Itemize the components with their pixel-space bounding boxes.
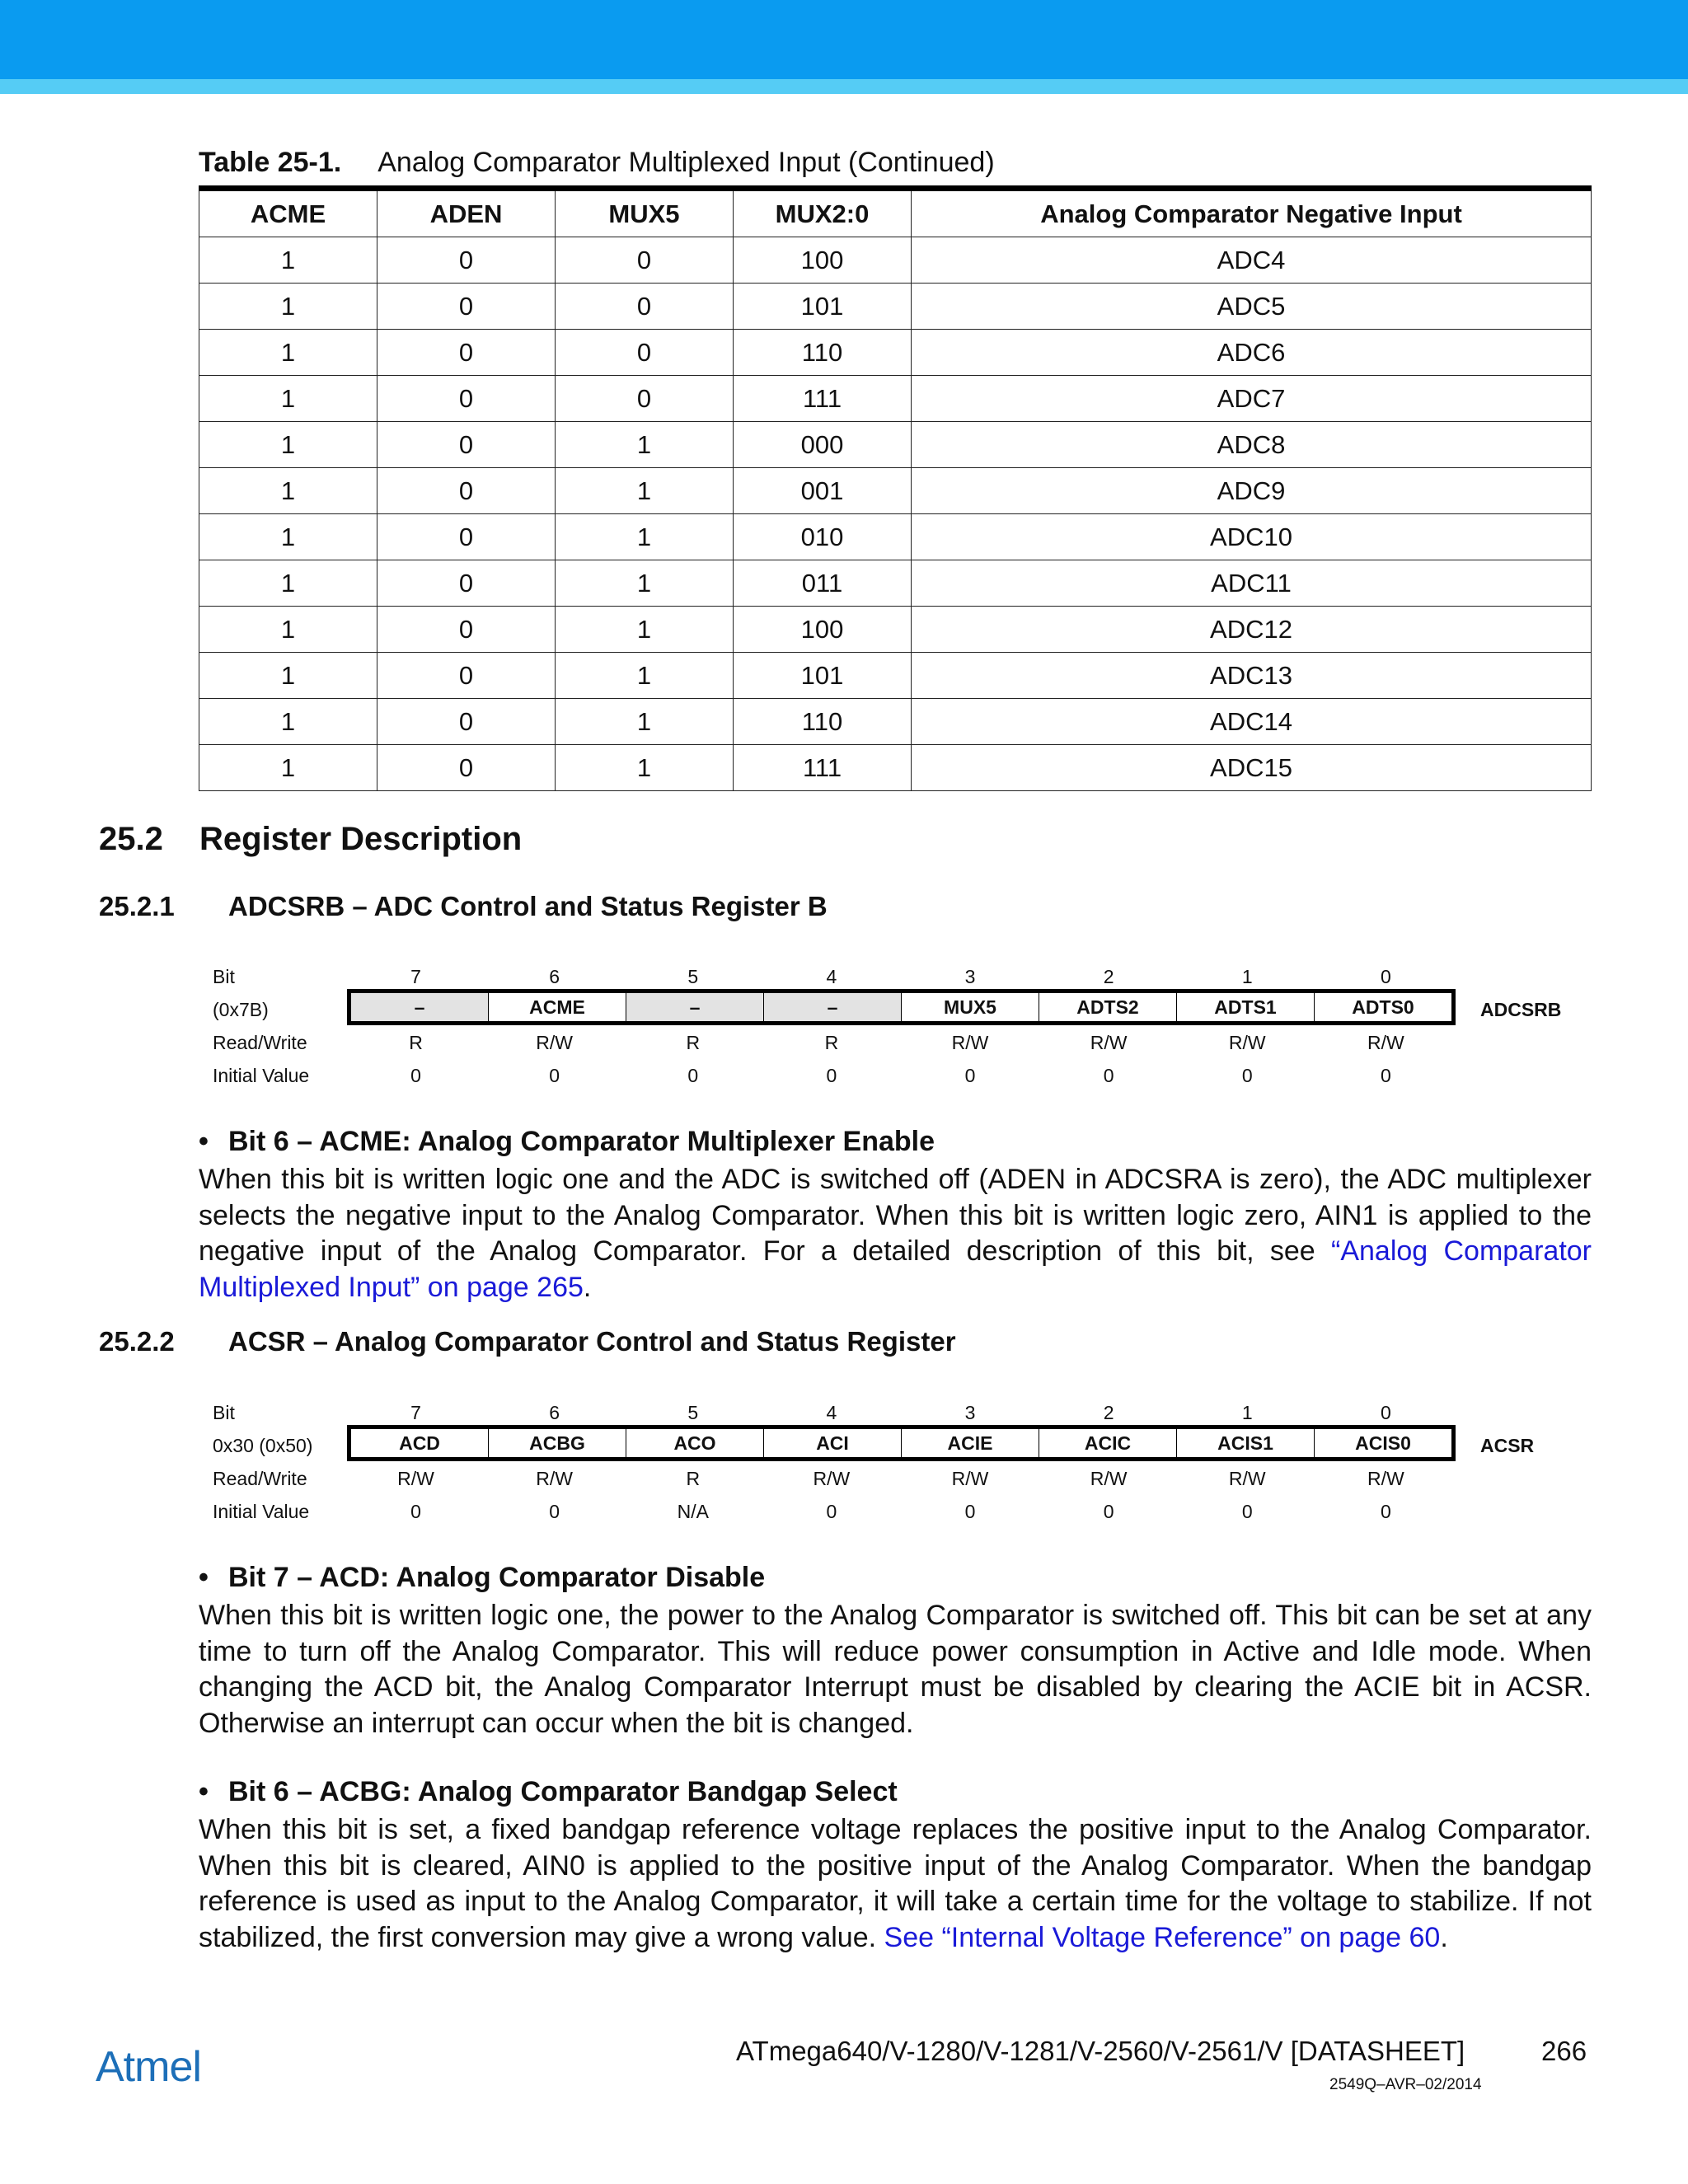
bit-number-row-value: 1	[1241, 1402, 1253, 1423]
table-cell: 1	[556, 745, 734, 791]
table-cell: 0	[377, 514, 556, 560]
read-write-row-value: R/W	[1090, 1468, 1128, 1489]
read-write-row-value: R	[409, 1032, 423, 1053]
table-cell: 0	[377, 745, 556, 791]
bit-number-row-value: 3	[964, 966, 976, 987]
acbg-bit-heading	[199, 1776, 898, 1808]
register-bit-field: ACIS0	[1355, 1432, 1411, 1454]
acbg-bit-description	[199, 1812, 1592, 1956]
table-cell: 0	[377, 468, 556, 514]
read-write-row-value: R	[686, 1032, 701, 1053]
read-write-row-label: Read/Write	[213, 1032, 307, 1053]
table-cell: 0	[556, 237, 734, 284]
table-cell: 0	[377, 284, 556, 330]
read-write-row-label: Read/Write	[213, 1468, 307, 1489]
bit-number-row-value: 4	[826, 1402, 837, 1423]
register-bit-field: –	[351, 993, 489, 1021]
table-cell: 1	[199, 560, 377, 607]
table-cell: 000	[734, 422, 912, 468]
mux-table	[199, 185, 1592, 791]
acd-bit-heading-text: Bit 7 – ACD: Analog Comparator Disable	[228, 1562, 766, 1593]
register-bit-field: MUX5	[902, 993, 1039, 1021]
register-bit-field: ACI	[764, 1429, 902, 1457]
table-row	[199, 653, 1592, 699]
section-heading	[99, 821, 522, 858]
register-bit-field: ACIE	[902, 1429, 1039, 1457]
table-cell: 1	[199, 514, 377, 560]
initial-value-row-value: 0	[1241, 1501, 1253, 1522]
bit-number-row-value: 5	[687, 1402, 699, 1423]
register-bit-field: ADTS2	[1039, 993, 1177, 1021]
table-body	[199, 237, 1592, 791]
table-cell: 100	[734, 237, 912, 284]
footer-doc-id: 2549Q–AVR–02/2014	[1329, 2076, 1482, 2093]
initial-value-row-label: Initial Value	[213, 1501, 310, 1522]
initial-value-row	[213, 1494, 1614, 1527]
register-bit-box	[347, 1425, 1456, 1461]
section-number: 25.2	[99, 821, 163, 857]
table-cell: 0	[377, 653, 556, 699]
table-cell: 1	[199, 376, 377, 422]
table-header-cell: ADEN	[377, 189, 556, 237]
table-cell: 1	[199, 330, 377, 376]
acsr-title: ACSR – Analog Comparator Control and Status Register	[228, 1326, 956, 1357]
table-cell: 1	[556, 468, 734, 514]
table-cell: 1	[556, 699, 734, 745]
table-cell: ADC4	[912, 237, 1592, 284]
bit-number-row-value: 6	[549, 966, 560, 987]
read-write-row-value: R/W	[813, 1468, 851, 1489]
initial-value-row-value: 0	[549, 1065, 560, 1086]
acme-bit-description	[199, 1162, 1592, 1305]
bit-number-row-value: 2	[1103, 966, 1114, 987]
register-bit-field: ACIS1	[1177, 1429, 1315, 1457]
table-cell: 1	[199, 284, 377, 330]
table-cell: 0	[377, 237, 556, 284]
initial-value-row-value: 0	[964, 1065, 976, 1086]
read-write-row-value: R/W	[1090, 1032, 1128, 1053]
acbg-bit-text: When this bit is set, a fixed bandgap reference voltage replaces the positive input to the Analog Comparator. When this bit is cleared, AIN0 is applied to the positive input of the Analog Comparator. When the bandgap reference is used as input to the Analog Comparator, it will take a certain time for the voltage to stabilize. If not stabilized, the first conversion may give a wrong value.	[199, 1814, 1592, 1953]
table-cell: 1	[556, 422, 734, 468]
table-cell: ADC13	[912, 653, 1592, 699]
register-field-row	[213, 1428, 1614, 1461]
table-cell: ADC15	[912, 745, 1592, 791]
initial-value-row-label: Initial Value	[213, 1065, 310, 1086]
register-address: 0x30 (0x50)	[213, 1435, 313, 1456]
table-cell: 1	[199, 607, 377, 653]
acme-bit-heading-text: Bit 6 – ACME: Analog Comparator Multiplexer Enable	[228, 1126, 935, 1157]
table-header-cell: MUX2:0	[734, 189, 912, 237]
read-write-row-value: R/W	[1228, 1468, 1266, 1489]
table-header-cell: MUX5	[556, 189, 734, 237]
adcsrb-register-diagram	[213, 959, 1614, 1091]
table-cell: 1	[199, 237, 377, 284]
read-write-row-value: R/W	[1228, 1032, 1266, 1053]
bit-number-row-value: 3	[964, 1402, 976, 1423]
initial-value-row-value: 0	[1103, 1065, 1114, 1086]
table-cell: ADC14	[912, 699, 1592, 745]
register-name: ADCSRB	[1480, 999, 1562, 1020]
footer-title: ATmega640/V-1280/V-1281/V-2560/V-2561/V [DATASHEET]	[736, 2036, 1465, 2066]
bullet-icon: •	[199, 1562, 209, 1593]
bit-number-row-label: Bit	[213, 1402, 235, 1423]
table-row	[199, 560, 1592, 607]
table-cell: 110	[734, 330, 912, 376]
table-row	[199, 422, 1592, 468]
read-write-row-value: R/W	[536, 1468, 573, 1489]
table-cell: 001	[734, 468, 912, 514]
bit-number-row	[213, 959, 1614, 992]
table-cell: 010	[734, 514, 912, 560]
register-field-row	[213, 992, 1614, 1025]
table-cell: 0	[377, 560, 556, 607]
analog-comparator-mux-link[interactable]: “Analog Comparator Multiplexed Input” on page 265	[199, 1235, 1592, 1303]
initial-value-row-value: 0	[410, 1065, 421, 1086]
initial-value-row-value: 0	[549, 1501, 560, 1522]
header-band	[0, 0, 1688, 79]
table-cell: 0	[377, 607, 556, 653]
table-cell: ADC8	[912, 422, 1592, 468]
register-bit-field: ADTS0	[1352, 996, 1414, 1018]
register-bit-field: ACIC	[1039, 1429, 1177, 1457]
bit-number-row-value: 4	[826, 966, 837, 987]
table-cell: ADC5	[912, 284, 1592, 330]
table-caption	[199, 147, 995, 179]
acme-bit-after: .	[583, 1271, 592, 1303]
atmel-logo: Atmel	[96, 2043, 201, 2091]
table-cell: 0	[556, 376, 734, 422]
header-band-accent	[0, 79, 1688, 94]
bit-number-row-label: Bit	[213, 966, 235, 987]
initial-value-row-value: 0	[1103, 1501, 1114, 1522]
table-cell: 101	[734, 284, 912, 330]
initial-value-row	[213, 1058, 1614, 1091]
adcsrb-heading	[99, 891, 828, 922]
acd-bit-text: When this bit is written logic one, the power to the Analog Comparator is switched off. This bit can be set at any time to turn off the Analog Comparator. This will reduce power consumption in Active and Idle mode. When changing the ACD bit, the Analog Comparator Interrupt must be disabled by clearing the ACIE bit in ACSR. Otherwise an interrupt can occur when the bit is changed.	[199, 1600, 1592, 1739]
initial-value-row-value: 0	[410, 1501, 421, 1522]
read-write-row-value: R/W	[1367, 1468, 1404, 1489]
read-write-row-value: R/W	[397, 1468, 434, 1489]
bit-number-row	[213, 1395, 1614, 1428]
read-write-row	[213, 1461, 1614, 1494]
table-cell: 1	[199, 468, 377, 514]
table-header-cell: ACME	[199, 189, 377, 237]
bit-number-row-value: 2	[1103, 1402, 1114, 1423]
register-bit-field: –	[626, 993, 764, 1021]
table-row	[199, 468, 1592, 514]
initial-value-row-value: 0	[826, 1501, 837, 1522]
table-header-cell: Analog Comparator Negative Input	[912, 189, 1592, 237]
bit-number-row-value: 0	[1380, 966, 1391, 987]
table-cell: 1	[199, 745, 377, 791]
bit-number-row-value: 5	[687, 966, 699, 987]
table-row	[199, 607, 1592, 653]
adcsrb-number: 25.2.1	[99, 891, 175, 921]
table-cell: 1	[556, 607, 734, 653]
initial-value-row-value: 0	[964, 1501, 976, 1522]
table-cell: 0	[377, 422, 556, 468]
table-row	[199, 699, 1592, 745]
acsr-heading	[99, 1326, 956, 1357]
read-write-row	[213, 1025, 1614, 1058]
table-cell: ADC6	[912, 330, 1592, 376]
acbg-bit-heading-text: Bit 6 – ACBG: Analog Comparator Bandgap Select	[228, 1776, 898, 1807]
table-row	[199, 376, 1592, 422]
read-write-row-value: R/W	[951, 1468, 989, 1489]
table-cell: 111	[734, 376, 912, 422]
footer-page-number: 266	[1541, 2036, 1587, 2066]
table-cell: 011	[734, 560, 912, 607]
initial-value-row-value: 0	[1241, 1065, 1253, 1086]
read-write-row-value: R/W	[1367, 1032, 1404, 1053]
register-bit-field: ACME	[489, 993, 626, 1021]
adcsrb-title: ADCSRB – ADC Control and Status Register B	[228, 891, 828, 921]
table-cell: 0	[556, 330, 734, 376]
table-cell: 1	[556, 653, 734, 699]
acsr-register-diagram	[213, 1395, 1614, 1527]
register-bit-field: –	[764, 993, 902, 1021]
table-cell: ADC12	[912, 607, 1592, 653]
bit-number-row-value: 6	[549, 1402, 560, 1423]
acd-bit-description	[199, 1598, 1592, 1741]
initial-value-row-value: N/A	[677, 1501, 709, 1522]
read-write-row-value: R/W	[951, 1032, 989, 1053]
register-bit-field: ADTS1	[1177, 993, 1315, 1021]
bullet-icon: •	[199, 1126, 209, 1157]
table-cell: 111	[734, 745, 912, 791]
table-row	[199, 745, 1592, 791]
table-cell: 1	[556, 514, 734, 560]
bit-number-row-value: 1	[1241, 966, 1253, 987]
acme-bit-text: When this bit is written logic one and the ADC is switched off (ADEN in ADCSRA is zero), the ADC multiplexer selects the negative input to the Analog Comparator. When this bit is written logic zero, AIN1 is applied to the negative input of the Analog Comparator. For a detailed description of this bit, see	[199, 1164, 1592, 1267]
table-cell: 0	[377, 376, 556, 422]
table-cell: 1	[556, 560, 734, 607]
register-bit-field: ACD	[351, 1429, 489, 1457]
table-cell: 101	[734, 653, 912, 699]
table-cell: 1	[199, 699, 377, 745]
bullet-icon: •	[199, 1776, 209, 1807]
table-cell: 0	[377, 330, 556, 376]
table-row	[199, 237, 1592, 284]
register-bit-box	[347, 989, 1456, 1025]
table-cell: 1	[199, 422, 377, 468]
table-row	[199, 514, 1592, 560]
initial-value-row-value: 0	[687, 1065, 699, 1086]
table-cell: ADC11	[912, 560, 1592, 607]
register-bit-field: ACO	[626, 1429, 764, 1457]
bit-number-row-value: 7	[410, 1402, 421, 1423]
acme-bit-heading	[199, 1126, 935, 1158]
read-write-row-value: R/W	[536, 1032, 573, 1053]
table-row	[199, 284, 1592, 330]
acbg-bit-after: .	[1440, 1921, 1448, 1953]
table-row	[199, 330, 1592, 376]
table-cell: 110	[734, 699, 912, 745]
initial-value-row-value: 0	[826, 1065, 837, 1086]
table-caption-text: Analog Comparator Multiplexed Input (Continued)	[377, 147, 995, 178]
register-bit-field: ACBG	[489, 1429, 626, 1457]
acsr-number: 25.2.2	[99, 1326, 175, 1357]
table-cell: ADC7	[912, 376, 1592, 422]
register-name: ACSR	[1480, 1435, 1535, 1456]
bit-number-row-value: 0	[1380, 1402, 1391, 1423]
initial-value-row-value: 0	[1380, 1065, 1391, 1086]
table-cell: ADC10	[912, 514, 1592, 560]
read-write-row-value: R	[686, 1468, 701, 1489]
table-cell: ADC9	[912, 468, 1592, 514]
initial-value-row-value: 0	[1380, 1501, 1391, 1522]
acd-bit-heading	[199, 1562, 765, 1594]
section-title: Register Description	[199, 821, 523, 857]
table-cell: 100	[734, 607, 912, 653]
table-number: Table 25-1.	[199, 147, 342, 178]
read-write-row-value: R	[824, 1032, 839, 1053]
table-cell: 1	[199, 653, 377, 699]
internal-voltage-reference-link[interactable]: See “Internal Voltage Reference” on page 60	[884, 1921, 1441, 1953]
register-address: (0x7B)	[213, 999, 269, 1020]
bit-number-row-value: 7	[410, 966, 421, 987]
table-header-row	[199, 189, 1592, 237]
table-cell: 0	[556, 284, 734, 330]
table-cell: 0	[377, 699, 556, 745]
